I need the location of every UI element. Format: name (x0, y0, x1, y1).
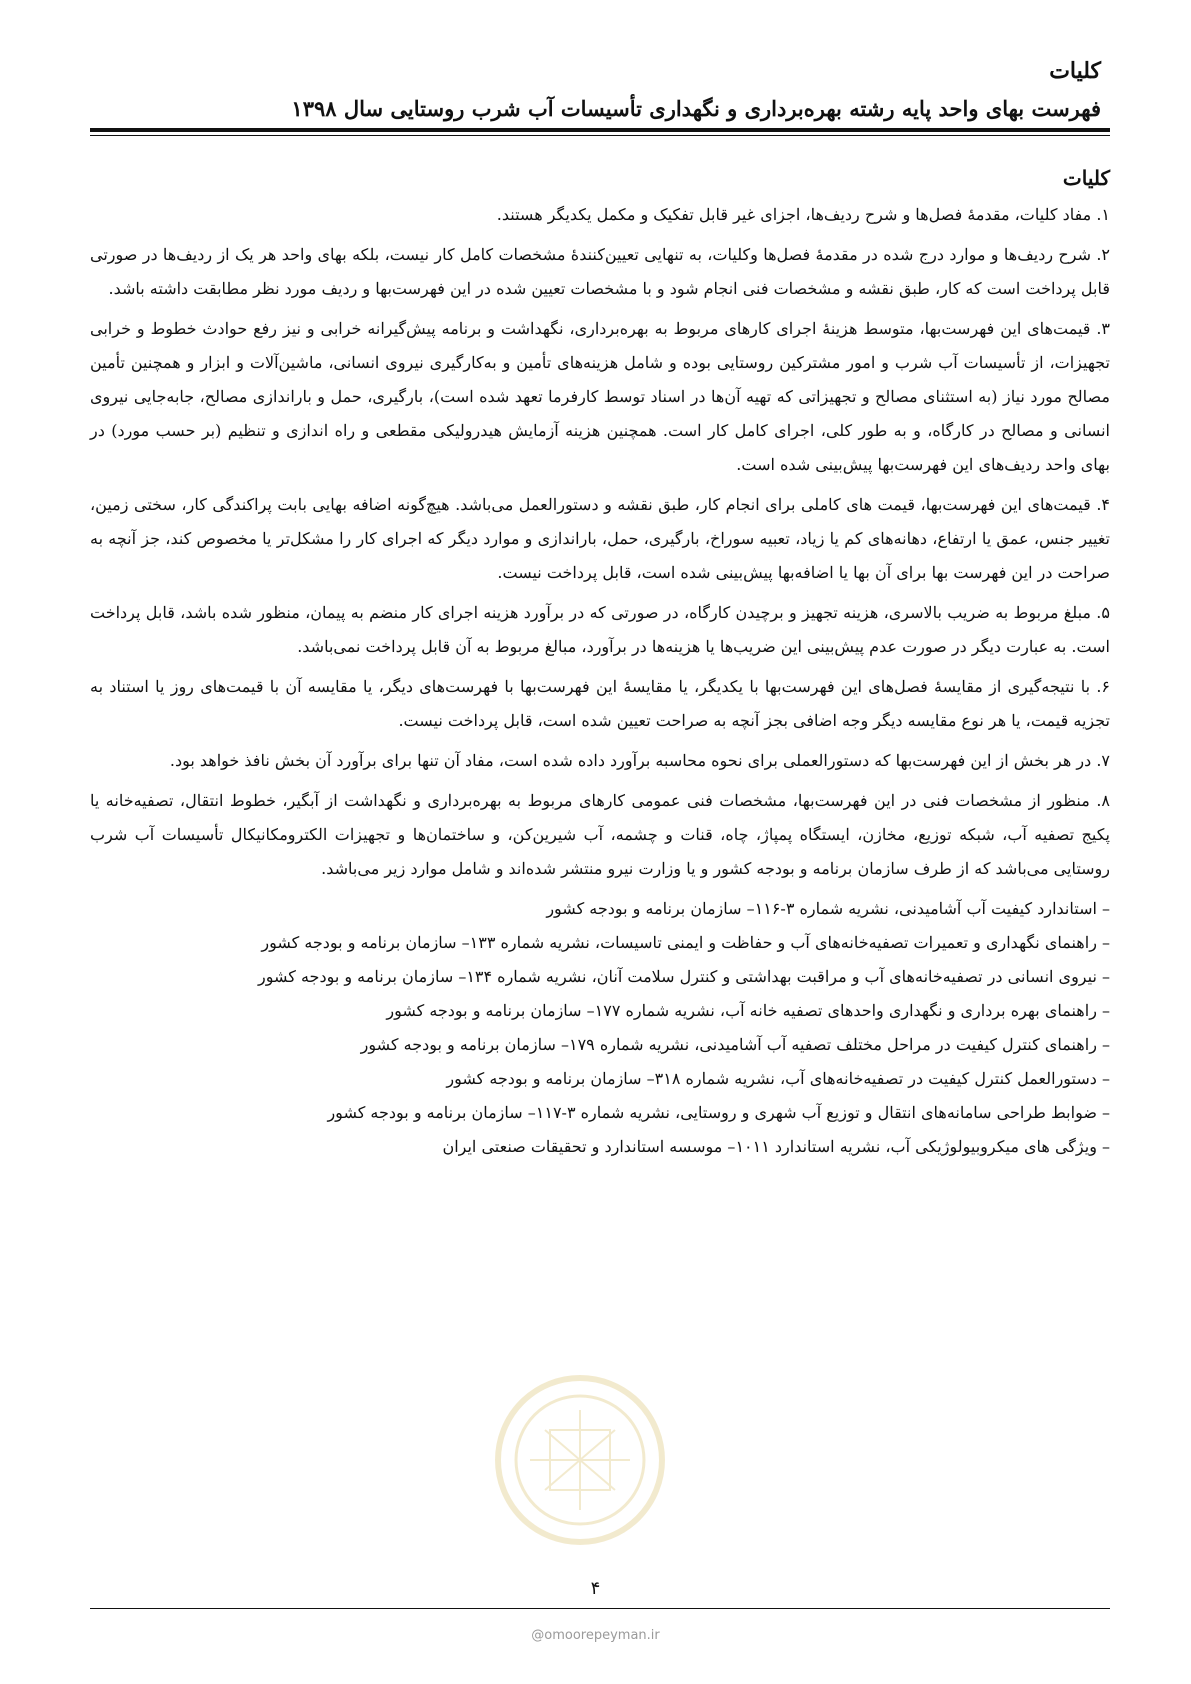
page-number: ۴ (590, 1578, 601, 1599)
reference-item: – راهنمای نگهداری و تعمیرات تصفیه‌خانه‌های آب و حفاظت و ایمنی تاسیسات، نشریه شماره ۱۳۳– سازمان برنامه و بودجه کشور (261, 933, 1110, 952)
header-subtitle: فهرست بهای واحد پایه رشته بهره‌برداری و نگهداری تأسیسات آب شرب روستایی سال ۱۳۹۸ (291, 96, 1101, 121)
reference-item: – استاندارد کیفیت آب آشامیدنی، نشریه شماره ۳-۱۱۶– سازمان برنامه و بودجه کشور (546, 899, 1110, 918)
section-heading: کلیات (1062, 166, 1110, 190)
header-title: کلیات (1049, 58, 1101, 84)
reference-item: – راهنمای کنترل کیفیت در مراحل مختلف تصفیه آب آشامیدنی، نشریه شماره ۱۷۹– سازمان برنامه و بودجه کشور (360, 1035, 1110, 1054)
footer-rule (90, 1608, 1110, 1609)
document-body (90, 160, 1110, 1164)
header-rule-thin (90, 135, 1110, 136)
reference-item: – ضوابط طراحی سامانه‌های انتقال و توزیع آب شهری و روستایی، نشریه شماره ۳-۱۱۷– سازمان برنامه و بودجه کشور (327, 1103, 1110, 1122)
paragraph-1: ۱. مفاد کلیات، مقدمهٔ فصل‌ها و شرح ردیف‌ها، اجزای غیر قابل تفکیک و مکمل یکدیگر هستند. (496, 205, 1110, 224)
paragraph-3: ۳. قیمت‌های این فهرست‌بها، متوسط هزینهٔ اجرای کارهای مربوط به بهره‌برداری، نگهداشت و برنامه پیش‌گیرانه خرابی و نیز رفع حوادث خطوط و خرابی تجهیزات، از تأسیسات آب شرب و امور مشترکین روستایی بوده و شامل هزینه‌های تأمین و به‌کارگیری نیروی انسانی، ماشین‌آلات و ابزار و همچنین تأمین مصالح مورد نیاز (به استثنای مصالح و تجهیزاتی که تهیه آن‌ها در اسناد توسط کارفرما تعهد شده است)، بارگیری، حمل و باراندازی مصالح، جابه‌جایی نیروی انسانی و مصالح در کارگاه، و به طور کلی، اجرای کامل کار است. همچنین هزینه آزمایش هیدرولیکی مقطعی و راه اندازی و تنظیم (بر حسب مورد) در بهای واحد ردیف‌های این فهرست‌بها پیش‌بینی شده است. (90, 319, 1110, 474)
reference-list (90, 892, 1110, 1164)
reference-item: – دستورالعمل کنترل کیفیت در تصفیه‌خانه‌های آب، نشریه شماره ۳۱۸– سازمان برنامه و بودجه کشور (446, 1069, 1110, 1088)
reference-item: – ویژگی های میکروبیولوژیکی آب، نشریه استاندارد ۱۰۱۱– موسسه استاندارد و تحقیقات صنعتی ایران (442, 1137, 1110, 1156)
paragraph-7: ۷. در هر بخش از این فهرست‌بها که دستورالعملی برای نحوه محاسبه برآورد داده شده است، مفاد آن تنها برای برآورد آن بخش نافذ خواهد بود. (169, 751, 1110, 770)
paragraph-4: ۴. قیمت‌های این فهرست‌بها، قیمت های کاملی برای انجام کار، طبق نقشه و دستورالعمل می‌باشد. هیچ‌گونه اضافه بهایی بابت پراکندگی کار، سختی زمین، تغییر جنس، عمق یا ارتفاع، دهانه‌های کم یا زیاد، تعبیه سوراخ، بارگیری، حمل، باراندازی و موارد دیگر که اجرای کار را مشکل‌تر یا مخصوص کند، جز آنچه به صراحت در این فهرست بها برای آن بها یا اضافه‌بها پیش‌بینی شده است، قابل پرداخت نیست. (90, 495, 1110, 582)
watermark-logo (490, 1370, 670, 1550)
footer-website: @omoorepeyman.ir (531, 1628, 660, 1643)
paragraph-6: ۶. با نتیجه‌گیری از مقایسهٔ فصل‌های این فهرست‌بها با یکدیگر، یا مقایسهٔ این فهرست‌بها با فهرست‌های دیگر، یا مقایسه آن با قیمت‌های روز یا استناد به تجزیه قیمت، یا هر نوع مقایسه دیگر وجه اضافی بجز آنچه به صراحت تعیین شده است، قابل پرداخت نیست. (90, 677, 1110, 730)
header-rule-thick (90, 128, 1110, 132)
paragraph-5: ۵. مبلغ مربوط به ضریب بالاسری، هزینه تجهیز و برچیدن کارگاه، در صورتی که در برآورد هزینه اجرای کار منضم به پیمان، منظور شده باشد، قابل پرداخت است. به عبارت دیگر در صورت عدم پیش‌بینی این ضریب‌ها یا هزینه‌ها در برآورد، مبالغ مربوط به آن قابل پرداخت نمی‌باشد. (90, 603, 1110, 656)
paragraph-8: ۸. منظور از مشخصات فنی در این فهرست‌بها، مشخصات فنی عمومی کارهای مربوط به بهره‌برداری و نگهداشت از آبگیر، خطوط انتقال، تصفیه‌خانه یا پکیج تصفیه آب، شبکه توزیع، مخازن، ایستگاه پمپاژ، چاه، قنات و چشمه، آب شیرین‌کن، و ساختمان‌ها و تجهیزات الکترومکانیکال تأسیسات آب شرب روستایی می‌باشد که از طرف سازمان برنامه و بودجه کشور و یا وزارت نیرو منتشر شده‌اند و شامل موارد زیر می‌باشد. (90, 791, 1110, 878)
paragraph-2: ۲. شرح ردیف‌ها و موارد درج شده در مقدمهٔ فصل‌ها وکلیات، به تنهایی تعیین‌کنندهٔ مشخصات کامل کار نیست، بلکه بهای واحد هر یک از ردیف‌ها در صورتی قابل پرداخت است که کار، طبق نقشه و مشخصات فنی انجام شود و با مشخصات تعیین شده در این فهرست‌بها و ردیف مورد نظر مطابقت داشته باشد. (90, 245, 1110, 298)
reference-item: – راهنمای بهره برداری و نگهداری واحدهای تصفیه خانه آب، نشریه شماره ۱۷۷– سازمان برنامه و بودجه کشور (386, 1001, 1110, 1020)
reference-item: – نیروی انسانی در تصفیه‌خانه‌های آب و مراقبت بهداشتی و کنترل سلامت آنان، نشریه شماره ۱۳۴– سازمان برنامه و بودجه کشور (258, 967, 1110, 986)
